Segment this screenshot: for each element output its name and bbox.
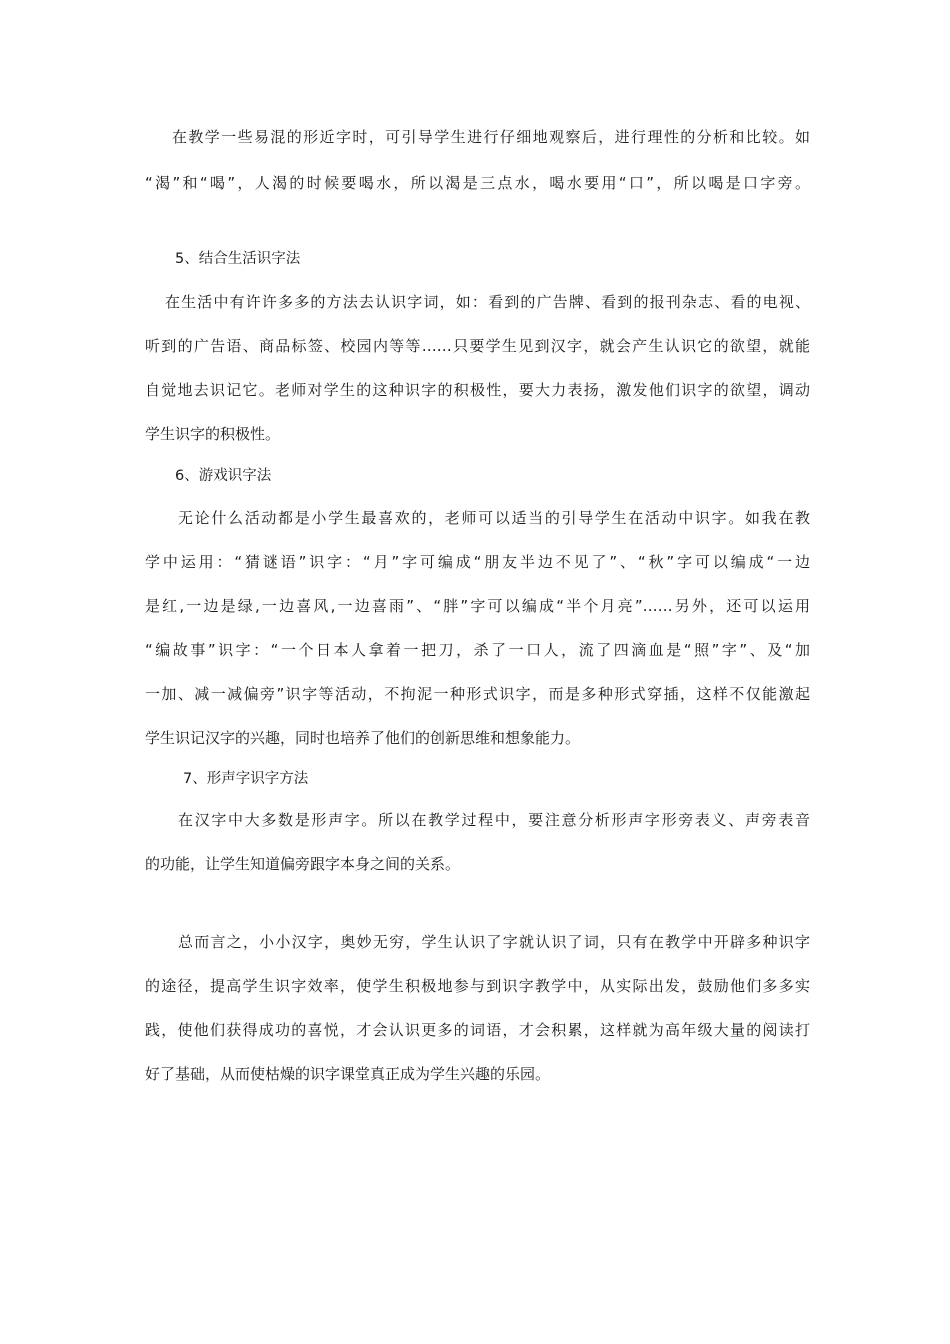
section-5-line-4: 学生识字的积极性。 xyxy=(145,425,281,443)
section-7-line-2: 的功能，让学生知道偏旁跟字本身之间的关系。 xyxy=(145,855,461,873)
conclusion-line-3: 践，使他们获得成功的喜悦，才会认识更多的词语，才会积累，这样就为高年级大量的阅读打 xyxy=(145,1021,810,1039)
section-7-line-1: 在汉字中大多数是形声字。所以在教学过程中，要注意分析形声字形旁表义、声旁表音 xyxy=(178,811,810,829)
section-7-heading: 7、形声字识字方法 xyxy=(183,771,309,787)
conclusion-line-4: 好了基础，从而使枯燥的识字课堂真正成为学生兴趣的乐园。 xyxy=(145,1065,551,1083)
intro-line-1: 在教学一些易混的形近字时，可引导学生进行仔细地观察后，进行理性的分析和比较。如 xyxy=(172,128,810,146)
section-6-line-3: 是红,一边是绿,一边喜风,一边喜雨”、“胖”字可以编成“半个月亮”……另外，还可以运用 xyxy=(145,597,810,615)
section-6-line-5: 一加、减一减偏旁”识字等活动，不拘泥一种形式识字，而是多种形式穿插，这样不仅能激起 xyxy=(145,685,810,703)
section-6-heading: 6、游戏识字法 xyxy=(175,468,272,484)
section-6-line-6: 学生识记汉字的兴趣，同时也培养了他们的创新思维和想象能力。 xyxy=(145,729,581,747)
intro-line-2: “渴”和“喝”，人渴的时候要喝水，所以渴是三点水，喝水要用“口”，所以喝是口字旁。 xyxy=(145,174,810,192)
section-6-line-1: 无论什么活动都是小学生最喜欢的，老师可以适当的引导学生在活动中识字。如我在教 xyxy=(178,509,810,527)
conclusion-line-1: 总而言之，小小汉字，奥妙无穷，学生认识了字就认识了词，只有在教学中开辟多种识字 xyxy=(178,933,810,951)
section-5-line-2: 听到的广告语、商品标签、校园内等等……只要学生见到汉字，就会产生认识它的欲望，就能 xyxy=(145,337,810,355)
section-6-line-4: “编故事”识字：“一个日本人拿着一把刀，杀了一口人，流了四滴血是“照”字”、及“加 xyxy=(145,641,810,659)
section-5-heading: 5、结合生活识字法 xyxy=(175,251,301,267)
conclusion-line-2: 的途径，提高学生识字效率，使学生积极地参与到识字教学中，从实际出发，鼓励他们多多实 xyxy=(145,977,810,995)
section-5-line-3: 自觉地去识记它。老师对学生的这种识字的积极性，要大力表扬，激发他们识字的欲望，调动 xyxy=(145,381,810,399)
section-5-line-1: 在生活中有许许多多的方法去认识字词，如：看到的广告牌、看到的报刊杂志、看的电视、 xyxy=(165,293,810,311)
section-6-line-2: 学中运用：“猜谜语”识字：“月”字可编成“朋友半边不见了”、“秋”字可以编成“一边 xyxy=(145,553,810,571)
